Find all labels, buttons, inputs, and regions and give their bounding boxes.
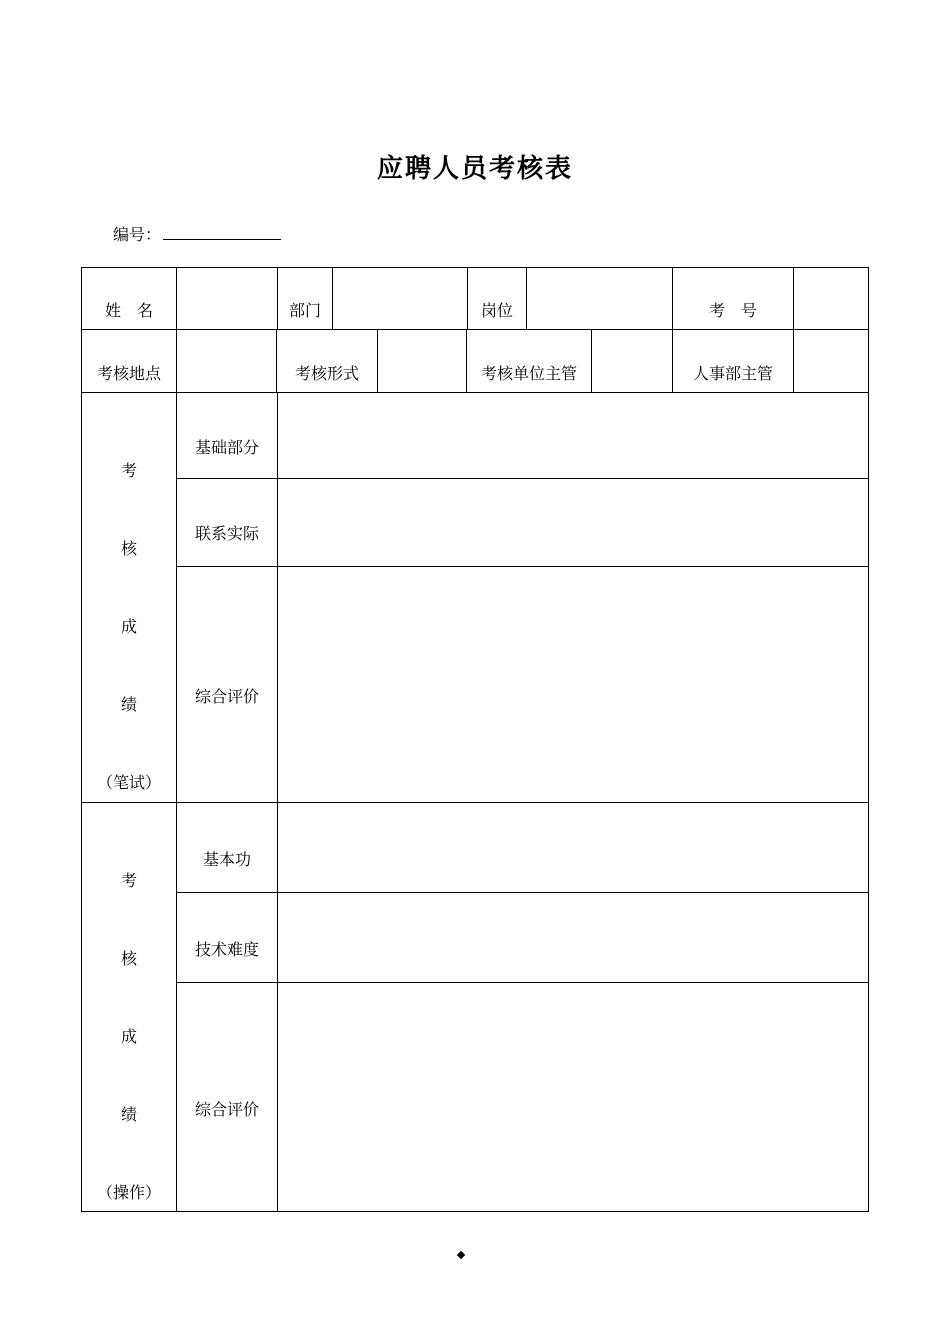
- written-row-input-basic[interactable]: [278, 393, 868, 478]
- page-title: 应聘人员考核表: [376, 154, 573, 184]
- practical-row-input-difficulty[interactable]: [278, 893, 868, 982]
- written-side-char: 成: [120, 617, 137, 636]
- practical-row-label-overall: 综合评价: [194, 1100, 259, 1119]
- dept-label: 部门: [288, 301, 321, 320]
- table-border-right: [868, 267, 869, 1212]
- form-input-cell[interactable]: [378, 330, 466, 392]
- unit-supervisor-label: 考核单位主管: [480, 364, 577, 383]
- practical-side-char: 成: [120, 1027, 137, 1046]
- written-side-note: （笔试）: [96, 773, 161, 792]
- written-row-input-practice[interactable]: [278, 479, 868, 566]
- table-border-left: [81, 267, 82, 1212]
- location-label: 考核地点: [96, 364, 161, 383]
- serial-label: 编号：: [113, 225, 162, 244]
- practical-side-char: 核: [120, 949, 137, 968]
- exam-number-input-cell[interactable]: [794, 268, 868, 329]
- written-side-char: 核: [120, 539, 137, 558]
- practical-row-label-difficulty: 技术难度: [194, 940, 259, 959]
- written-row-label-practice: 联系实际: [194, 524, 259, 543]
- position-input-cell[interactable]: [527, 268, 672, 329]
- form-label: 考核形式: [294, 364, 359, 383]
- serial-field[interactable]: [163, 239, 281, 240]
- position-label: 岗位: [480, 301, 513, 320]
- written-row-label-overall: 综合评价: [194, 687, 259, 706]
- practical-side-note: （操作）: [96, 1183, 161, 1202]
- practical-row-input-fundamentals[interactable]: [278, 803, 868, 892]
- written-row-label-basic: 基础部分: [194, 437, 259, 457]
- written-side-char: 考: [120, 461, 137, 480]
- dept-input-cell[interactable]: [333, 268, 467, 329]
- footer-diamond-icon: [457, 1251, 465, 1259]
- practical-row-label-fundamentals: 基本功: [202, 849, 251, 869]
- written-side-char: 绩: [120, 695, 137, 714]
- written-row-input-overall[interactable]: [278, 567, 868, 802]
- name-input-cell[interactable]: [177, 268, 277, 329]
- hr-supervisor-label: 人事部主管: [692, 364, 773, 383]
- practical-row-input-overall[interactable]: [278, 983, 868, 1211]
- unit-supervisor-input-cell[interactable]: [592, 330, 672, 392]
- practical-side-char: 绩: [120, 1105, 137, 1124]
- name-label: 姓 名: [104, 301, 153, 320]
- hr-supervisor-input-cell[interactable]: [794, 330, 868, 392]
- exam-number-label: 考 号: [708, 301, 757, 320]
- location-input-cell[interactable]: [177, 330, 276, 392]
- practical-side-char: 考: [120, 871, 137, 890]
